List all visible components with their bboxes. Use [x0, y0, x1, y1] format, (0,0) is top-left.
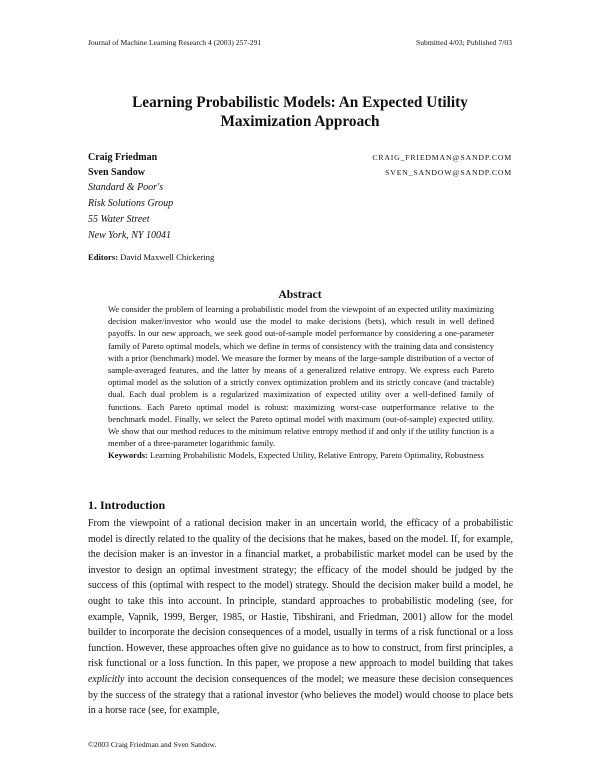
title-line-2: Maximization Approach — [220, 113, 380, 130]
paper-title — [60, 93, 540, 131]
title-line-1: Learning Probabilistic Models: An Expected Utility — [132, 94, 468, 111]
intro-emphasis: explicitly — [88, 673, 125, 685]
abstract-heading: Abstract — [278, 288, 322, 301]
editors-label: Editors: — [88, 252, 119, 262]
intro-text-1: From the viewpoint of a rational decision maker in an uncertain world, the efficacy of a probabilistic model is directly related to the quality of the decisions that he makes, based on the model. If, for example, the decision maker is an investor in a financial market, a probabilistic market model can be used by the investor to design an optimal investment strategy; the efficacy of the model should be judged by the success of this (optimal with respect to the model) strategy. Should the decision maker build a model, he ought to take this into account. In principle, standard approaches to probabilistic modeling (see, for example, Vapnik, 1999, Berger, 1985, or Hastie, Tibshirani, and Friedman, 2001) allow for the model builder to incorporate the decision consequences of a model, usually in terms of a risk functional or a loss function. However, these approaches often give no guidance as to how to construct, from first principles, a risk functional or a loss function. In this paper, we propose a new approach to model building that takes — [88, 518, 513, 670]
affiliation-line: New York, NY 10041 — [88, 230, 171, 241]
abstract-text: We consider the problem of learning a probabilistic model from the viewpoint of an expected utility maximizing decision maker/investor who would use the model to make decisions (bets), which result in well defined payoffs. In our new approach, we seek good out-of-sample model performance by considering a one-parameter family of Pareto optimal models, which we define in terms of consistency with the training data and consistency with a prior (benchmark) model. We measure the former by means of the large-sample distribution of a vector of sample-averaged features, and the latter by means of a generalized relative entropy. We express each Pareto optimal model as the solution of a strictly convex optimization problem and its strictly concave (and tractable) dual. Each dual problem is a regularized maximization of expected utility over a well-defined family of functions. Each Pareto optimal model is robust: maximizing worst-case outperformance relative to the benchmark model. Finally, we select the Pareto optimal model with maximum (out-of-sample) expected utility. We show that our method reduces to the minimum relative entropy method if and only if the utility function is a member of a three-parameter logarithmic family. — [108, 304, 494, 449]
intro-text-2: into account the decision consequences of the model; we measure these decision consequences by the success of the strategy that a rational investor (who believes the model) would choose to place bets in a horse race (see, for example, — [88, 673, 513, 717]
author-name-2: Sven Sandow — [88, 167, 145, 178]
journal-header: Journal of Machine Learning Research 4 (2003) 257-291 — [88, 38, 262, 47]
keywords-text: Learning Probabilistic Models, Expected Utility, Relative Entropy, Pareto Optimality, Robustness — [150, 450, 484, 461]
keywords-line — [108, 449, 494, 461]
abstract-body — [108, 303, 494, 462]
copyright-footer: ©2003 Craig Friedman and Sven Sandow. — [88, 740, 217, 749]
author-email-1: CRAIG_FRIEDMAN@SANDP.COM — [372, 153, 512, 162]
introduction-body — [88, 516, 513, 719]
keywords-label: Keywords: — [108, 450, 148, 461]
submission-dates: Submitted 4/03; Published 7/03 — [416, 38, 512, 47]
author-name-1: Craig Friedman — [88, 152, 158, 163]
affiliation-line: 55 Water Street — [88, 214, 150, 225]
editor-name: David Maxwell Chickering — [120, 252, 215, 262]
editors-line — [88, 252, 214, 262]
author-email-2: SVEN_SANDOW@SANDP.COM — [385, 168, 512, 177]
section-heading: 1. Introduction — [88, 498, 166, 512]
affiliation-line: Risk Solutions Group — [88, 198, 174, 209]
affiliation-line: Standard & Poor's — [88, 182, 164, 193]
introduction-paragraph — [88, 516, 513, 719]
affiliation — [88, 180, 173, 244]
